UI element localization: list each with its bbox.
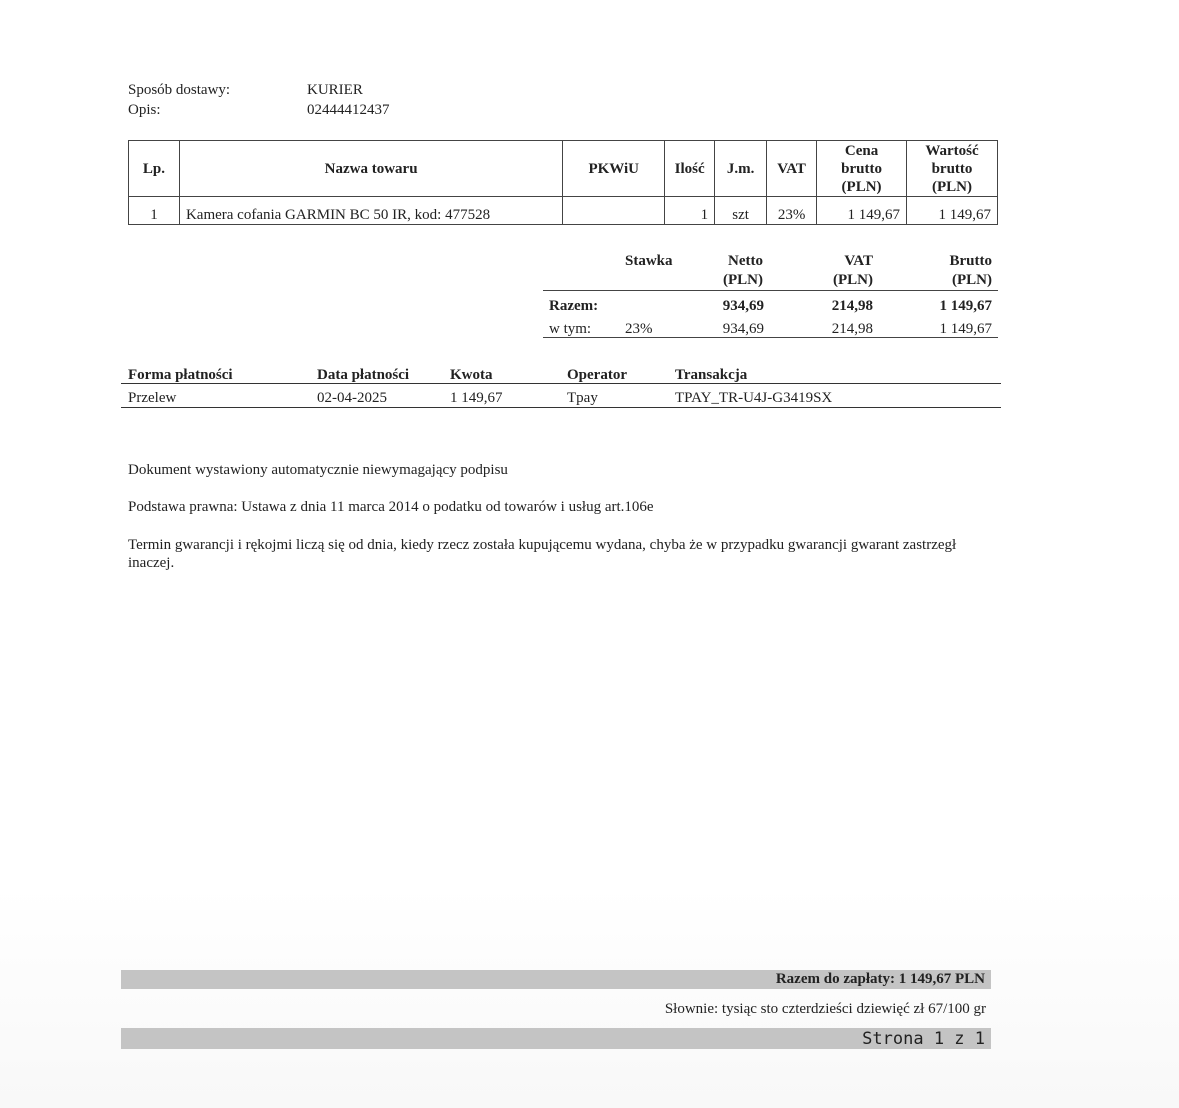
summary-incl-gross: 1 149,67 [939, 321, 992, 337]
summary-incl-rate: 23% [625, 321, 653, 337]
payment-header-line [121, 383, 1001, 384]
summary-rate-header: Stawka [625, 253, 673, 269]
summary-gross-header-l2: (PLN) [952, 272, 992, 288]
total-due-text: Razem do zapłaty: 1 149,67 PLN [775, 971, 985, 987]
summary-vat-header-l1: VAT [844, 253, 873, 269]
col-unit: J.m. [715, 141, 767, 197]
col-qty: Ilość [665, 141, 715, 197]
items-table [128, 140, 998, 225]
warranty-note: Termin gwarancji i rękojmi liczą się od dnia, kiedy rzecz została kupującemu wydana, chyba że w przypadku gwarancji gwarant zastrzegł inaczej. [128, 537, 957, 571]
row-vat: 23% [767, 197, 817, 225]
payment-form-value: Przelew [128, 390, 177, 406]
col-price: Cena brutto (PLN) [817, 141, 907, 197]
page-number-bar [121, 1028, 991, 1049]
description-value: 02444412437 [307, 102, 390, 118]
payment-amount-value: 1 149,67 [450, 390, 503, 406]
payment-operator-value: Tpay [567, 390, 598, 406]
col-lp: Lp. [129, 141, 180, 197]
summary-gross-header-l1: Brutto [949, 253, 992, 269]
auto-document-note: Dokument wystawiony automatycznie niewymagający podpisu [128, 462, 508, 478]
col-pkwiu: PKWiU [563, 141, 665, 197]
payment-date-header: Data płatności [317, 367, 410, 383]
row-pkwiu [563, 197, 665, 225]
summary-incl-vat: 214,98 [831, 321, 873, 337]
page-number: Strona 1 z 1 [862, 1029, 985, 1049]
total-due-bar [121, 970, 991, 989]
row-unit: szt [715, 197, 767, 225]
col-vat: VAT [767, 141, 817, 197]
summary-bottom-line [543, 337, 998, 338]
description-label: Opis: [128, 102, 161, 118]
col-value: Wartość brutto (PLN) [907, 141, 998, 197]
table-row [129, 197, 998, 225]
payment-transaction-header: Transakcja [675, 367, 748, 383]
row-lp: 1 [129, 197, 180, 225]
row-qty: 1 [665, 197, 715, 225]
summary-incl-net: 934,69 [722, 321, 764, 337]
row-price: 1 149,67 [817, 197, 907, 225]
delivery-method-value: KURIER [307, 82, 363, 98]
summary-net-header-l2: (PLN) [723, 272, 763, 288]
summary-incl-label: w tym: [549, 321, 592, 337]
summary-total-label: Razem: [549, 298, 599, 314]
summary-total-vat: 214,98 [831, 298, 873, 314]
amount-in-words: Słownie: tysiąc sto czterdzieści dziewięć zł 67/100 gr [664, 1001, 986, 1017]
summary-total-gross: 1 149,67 [939, 298, 992, 314]
payment-date-value: 02-04-2025 [317, 390, 387, 406]
col-name: Nazwa towaru [179, 141, 562, 197]
payment-bottom-line [121, 407, 1001, 408]
summary-total-net: 934,69 [722, 298, 764, 314]
legal-basis-note: Podstawa prawna: Ustawa z dnia 11 marca 2014 o podatku od towarów i usług art.106e [128, 499, 654, 515]
summary-divider [543, 290, 998, 291]
summary-vat-header-l2: (PLN) [833, 272, 873, 288]
payment-transaction-value: TPAY_TR-U4J-G3419SX [675, 390, 833, 406]
items-table-header [129, 141, 998, 197]
row-value: 1 149,67 [907, 197, 998, 225]
payment-form-header: Forma płatności [128, 367, 233, 383]
delivery-method-label: Sposób dostawy: [128, 82, 231, 98]
payment-operator-header: Operator [567, 367, 627, 383]
summary-net-header-l1: Netto [728, 253, 763, 269]
row-name: Kamera cofania GARMIN BC 50 IR, kod: 477528 [179, 197, 562, 225]
payment-amount-header: Kwota [450, 367, 493, 383]
